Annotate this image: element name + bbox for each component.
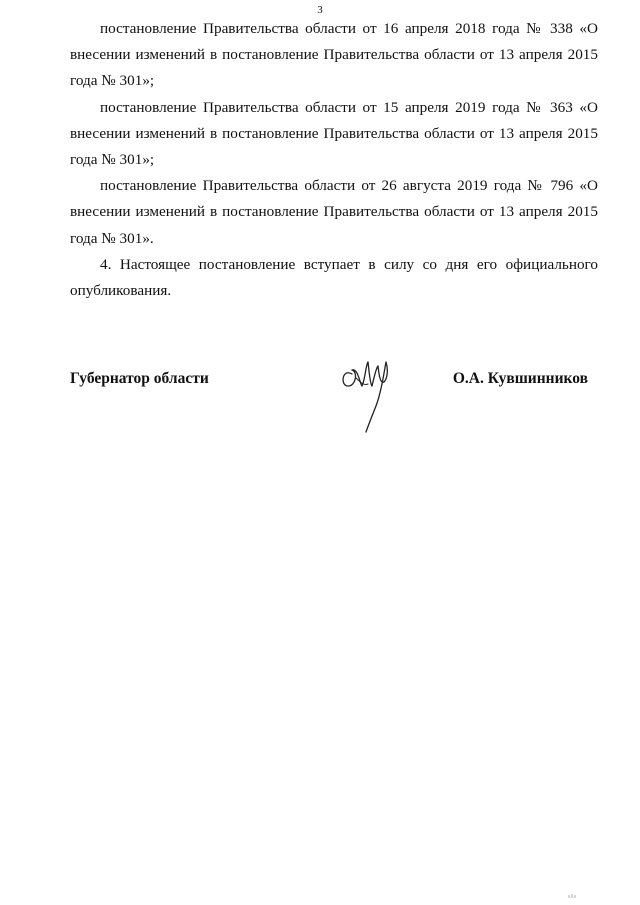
- handwritten-signature: [338, 350, 398, 434]
- document-body: [70, 16, 598, 304]
- paragraph-resolution-338: постановление Правительства области от 16 апреля 2018 года № 338 «О внесении изменений в постановление Правительства области от 13 апреля 2015 года № 301»;: [70, 20, 598, 90]
- signatory-name: О.А. Кувшинников: [452, 370, 588, 387]
- signature-block: [70, 370, 598, 440]
- paragraph-resolution-363: постановление Правительства области от 15 апреля 2019 года № 363 «О внесении изменений в постановление Правительства области от 13 апреля 2015 года № 301»;: [70, 98, 598, 169]
- signatory-title: Губернатор области: [70, 370, 209, 387]
- page-number: 3: [317, 4, 323, 16]
- footer-mark: [568, 893, 578, 901]
- paragraph-effective-date: 4. Настоящее постановление вступает в силу со дня его официального опубликования.: [70, 255, 598, 300]
- footer-scan-mark: [568, 893, 578, 899]
- paragraph-resolution-796: постановление Правительства области от 26 августа 2019 года № 796 «О внесении изменений в постановление Правительства области от 13 апреля 2015 года № 301».: [70, 177, 598, 247]
